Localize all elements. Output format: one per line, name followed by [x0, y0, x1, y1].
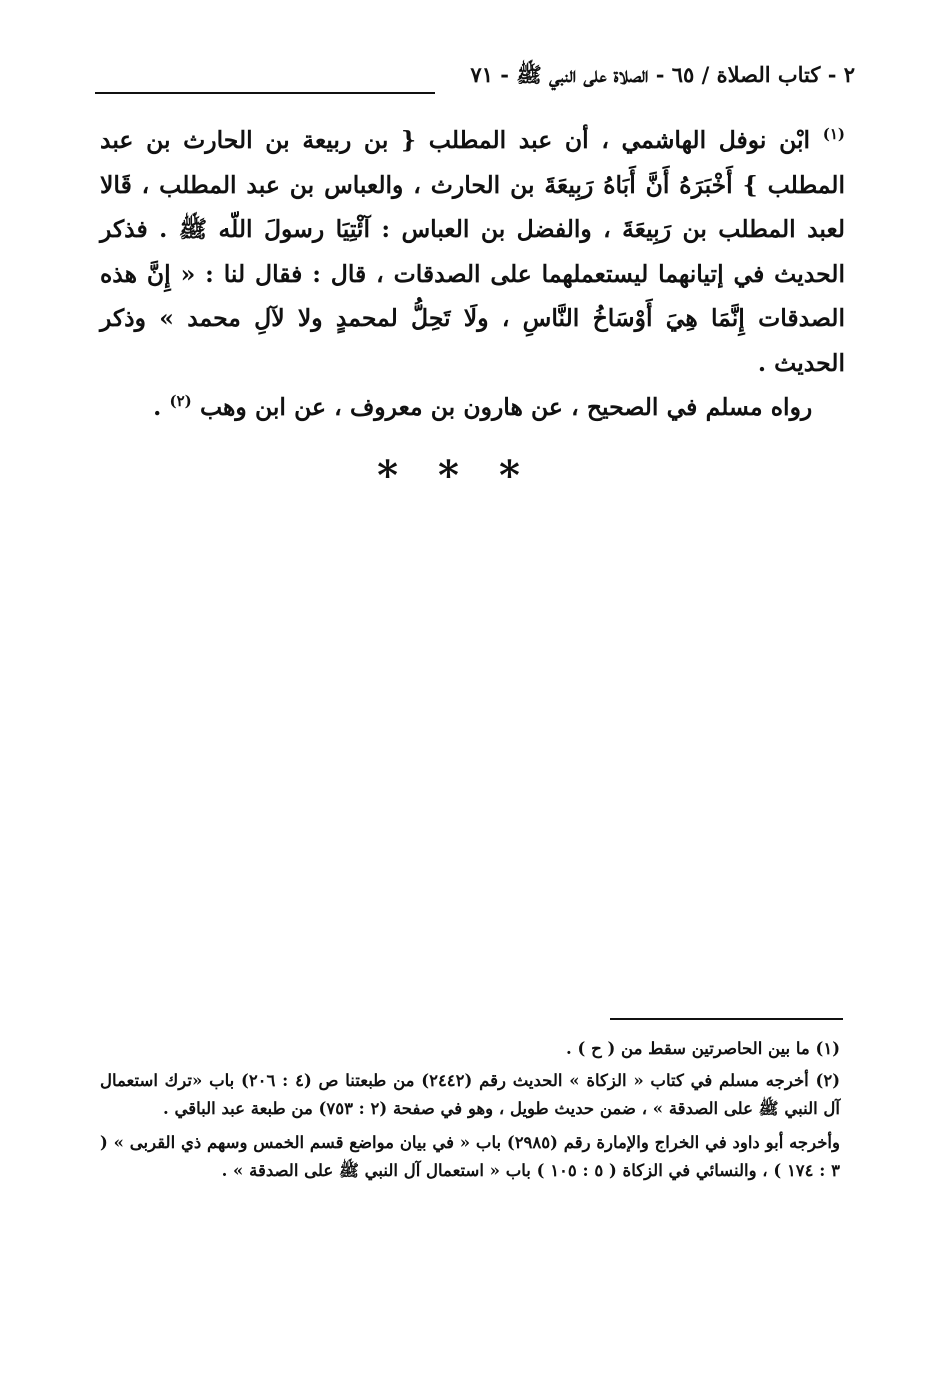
running-header-title: ٢ - كتاب الصلاة / ٦٥ - الصلاة على النبي ﷺ - ٧١ — [470, 62, 855, 87]
source-paragraph — [100, 385, 845, 430]
header-rule — [95, 92, 435, 94]
source-text-end: . — [153, 393, 170, 421]
hadith-paragraph — [100, 118, 845, 385]
footnote-marker-1: (١) — [822, 125, 846, 144]
footnote-2-continued: وأخرجه أبو داود في الخراج والإمارة رقم (٢٩٨٥) باب « في بيان مواضع قسم الخمس وسهم ذي القربى » ( ٣ : ١٧٤ ) ، والنسائي في الزكاة ( ٥ : ١٠٥ ) باب « استعمال آل النبي ﷺ على الصدقة » . — [100, 1133, 840, 1180]
asterisk-glyph: * — [438, 452, 499, 499]
running-header — [95, 60, 855, 100]
footnote-rule — [610, 1018, 843, 1020]
section-divider-asterisks — [0, 452, 937, 499]
main-text — [100, 118, 845, 430]
footnote-2: (٢) أخرجه مسلم في كتاب « الزكاة » الحديث رقم (٢٤٤٢) من طبعتنا ص (٤ : ٢٠٦) باب «ترك استعمال آل النبي ﷺ على الصدقة » ، ضمن حديث طويل ، وهو في صفحة (٢ : ٧٥٣) من طبعة عبد الباقي . — [100, 1071, 840, 1118]
asterisk-glyph: * — [498, 452, 560, 499]
footnote-marker-2: (٢) — [169, 392, 192, 411]
footnotes — [100, 1035, 840, 1189]
source-text: رواه مسلم في الصحيح ، عن هارون بن معروف ، عن ابن وهب — [199, 393, 813, 421]
asterisk-glyph: * — [377, 452, 439, 499]
footnote-1: (١) ما بين الحاصرتين سقط من ( ح ) . — [566, 1039, 840, 1058]
hadith-text: ابْن نوفل الهاشمي ، أن عبد المطلب { بن ربيعة بن الحارث بن عبد المطلب } أَخْبَرَهُ أَنَّ أَبَاهُ رَبِيعَةَ بن الحارث ، والعباس بن عبد المطلب ، قَالا لعبد المطلب بن رَبِيعَةَ ، والفضل بن العباس : آئْتِيَا رسولَ اللّه ﷺ . فذكر الحديث في إتيانهما ليستعملهما على الصدقات ، قال : فقال لنا : « إِنَّ هذه الصدقات إِنَّمَا هِيَ أَوْسَاخُ النَّاسِ ، ولَا تَحِلُّ لمحمدٍ ولا لآلِ محمد » وذكر الحديث . — [100, 126, 845, 377]
